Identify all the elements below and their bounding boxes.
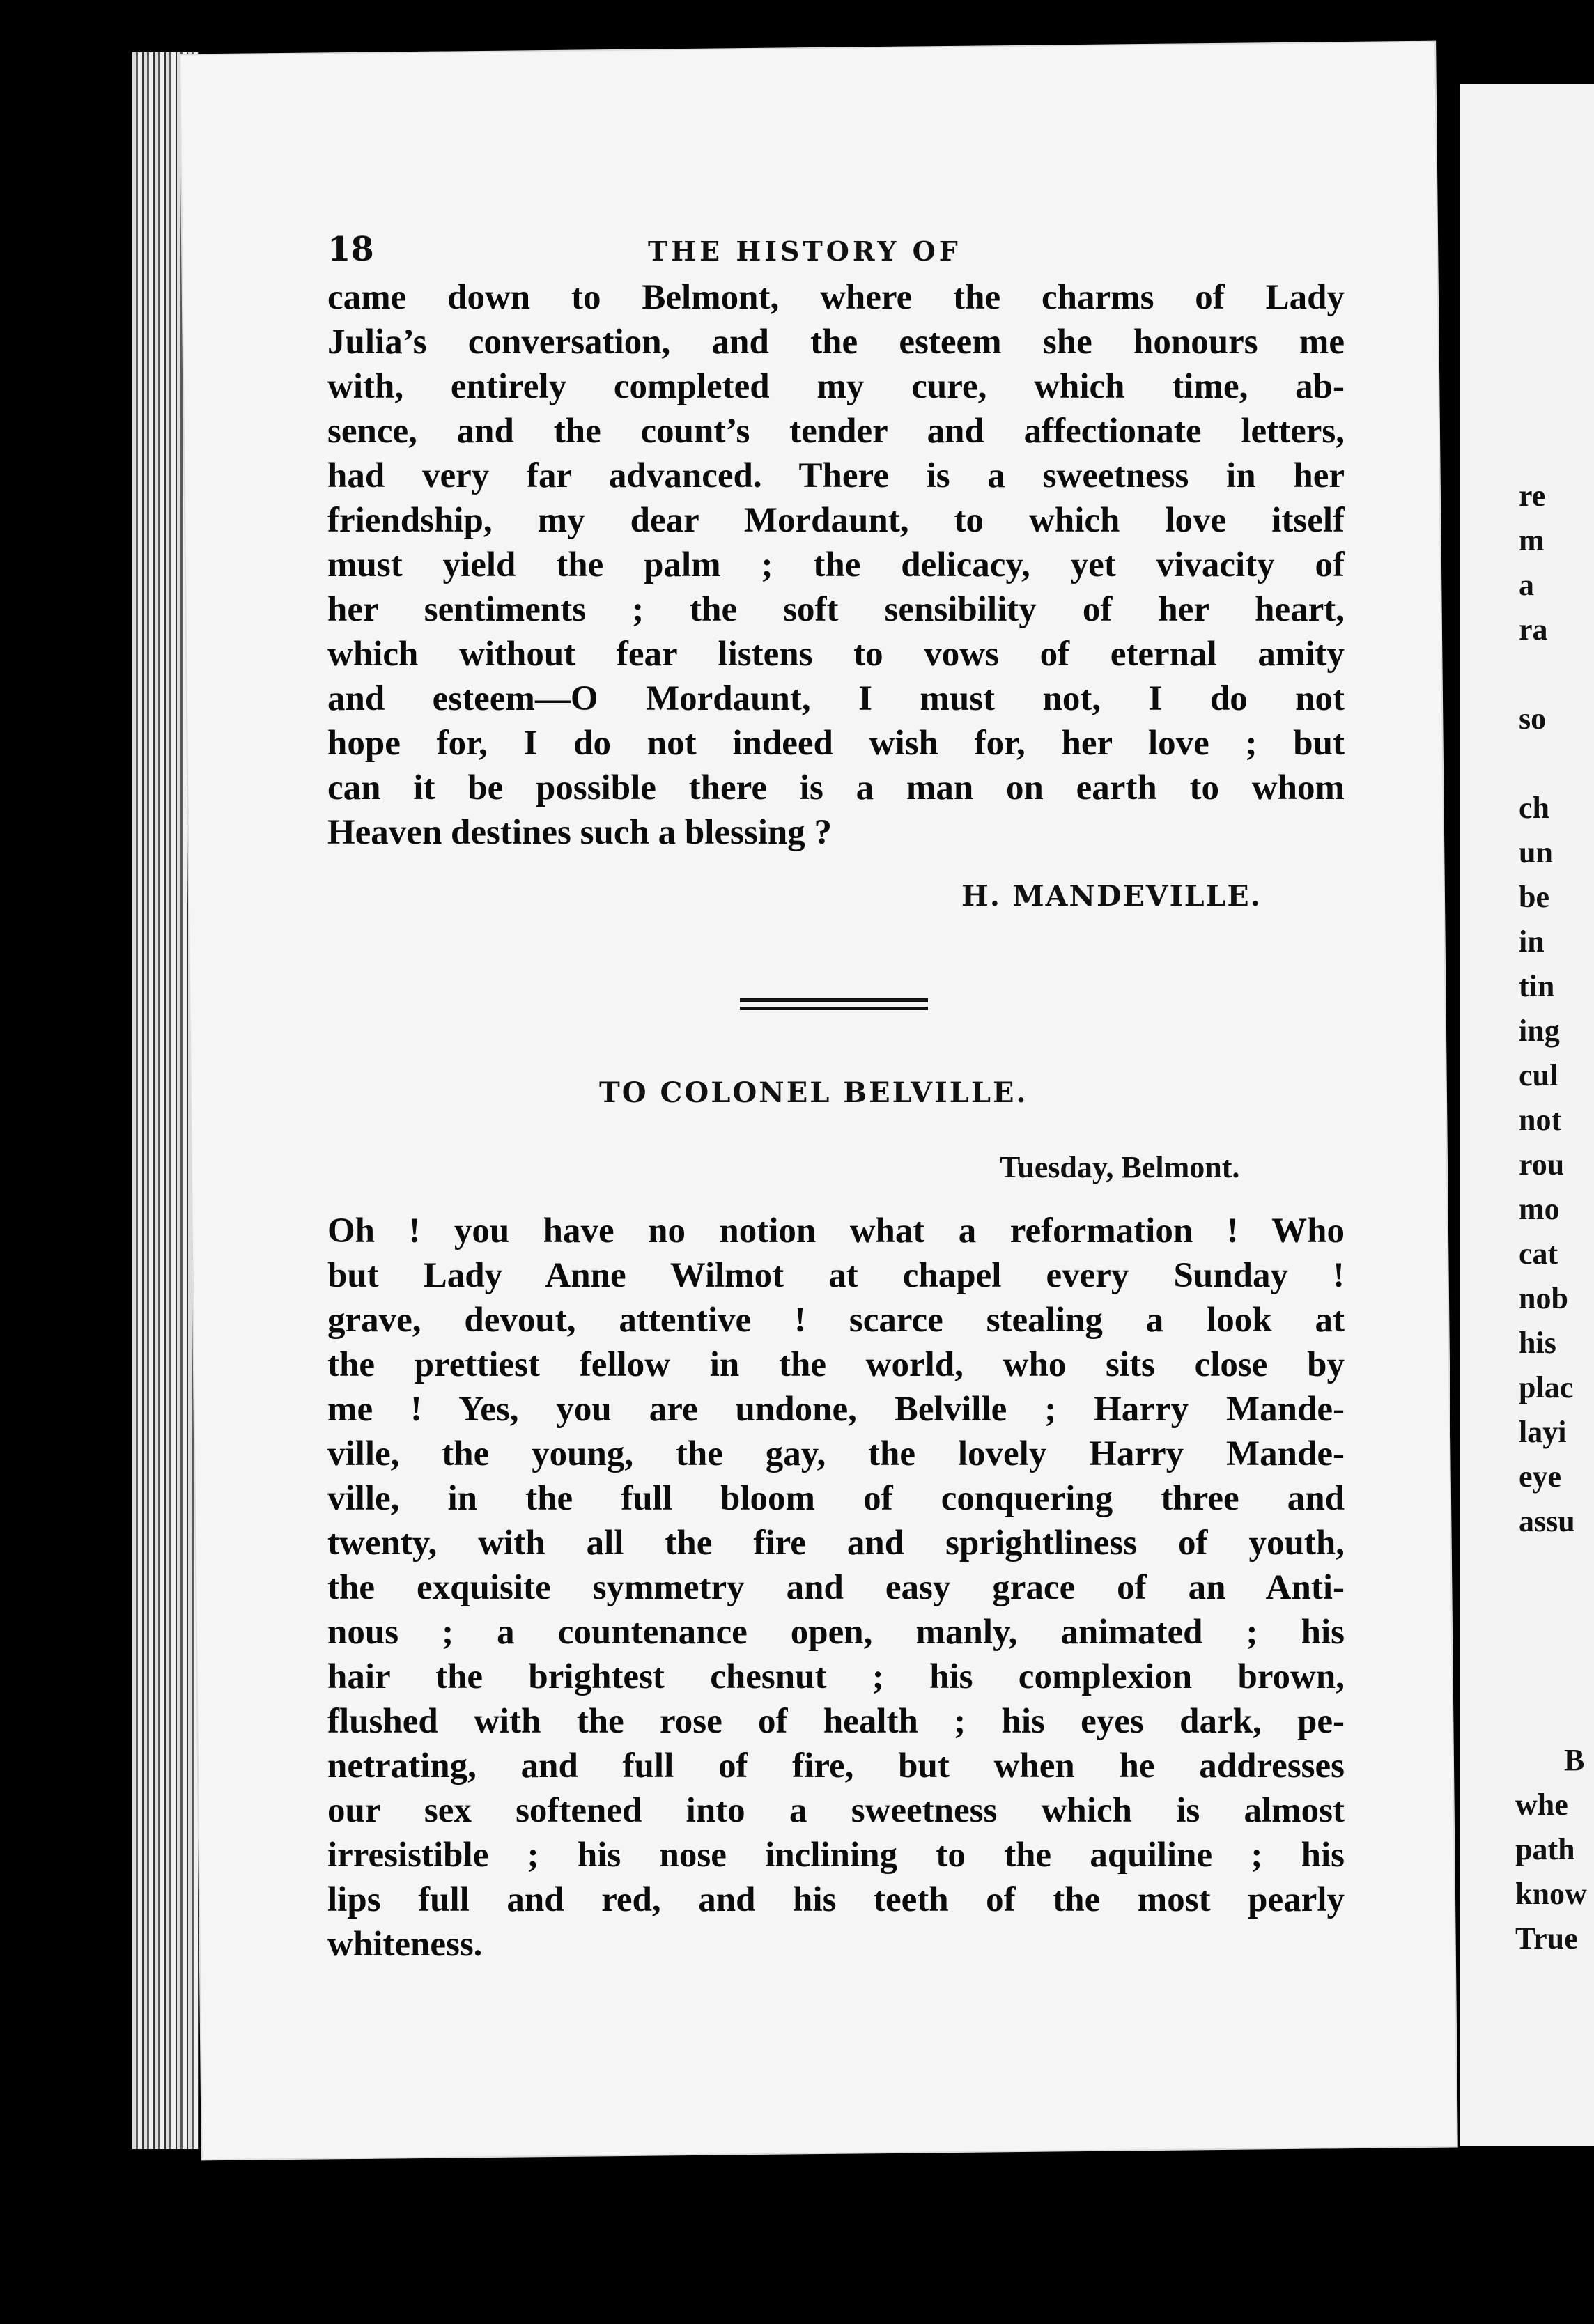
fragment-line: eye bbox=[1519, 1459, 1562, 1494]
text-line: ville, the young, the gay, the lovely Harry Mande- bbox=[327, 1434, 1345, 1473]
fragment-line: cul bbox=[1519, 1058, 1558, 1092]
text-line: grave, devout, attentive ! scarce stealing a look at bbox=[327, 1301, 1345, 1340]
fragment-line: ing bbox=[1519, 1014, 1560, 1048]
text-line: hope for, I do not indeed wish for, her love ; but bbox=[327, 724, 1345, 763]
text-line: the exquisite symmetry and easy grace of an Anti- bbox=[327, 1568, 1345, 1607]
text-line: ville, in the full bloom of conquering three and bbox=[327, 1479, 1345, 1518]
letter-body-wilmot bbox=[327, 1209, 1345, 1967]
fragment-line: a bbox=[1519, 568, 1534, 602]
text-line: had very far advanced. There is a sweetness in her bbox=[327, 456, 1345, 495]
text-line: Oh ! you have no notion what a reformation ! Who bbox=[327, 1211, 1345, 1250]
text-line: me ! Yes, you are undone, Belville ; Harry Mande- bbox=[327, 1390, 1345, 1429]
page-header bbox=[327, 230, 1345, 279]
fragment-line: tin bbox=[1519, 969, 1555, 1003]
text-line: Heaven destines such a blessing ? bbox=[327, 813, 833, 852]
text-line: but Lady Anne Wilmot at chapel every Sunday ! bbox=[327, 1256, 1345, 1295]
fragment-line: mo bbox=[1519, 1192, 1560, 1226]
fragment-line: m bbox=[1519, 523, 1545, 557]
text-line: sence, and the count’s tender and affectionate letters, bbox=[327, 412, 1345, 451]
text-line: and esteem—O Mordaunt, I must not, I do not bbox=[327, 679, 1345, 718]
facing-page-text-lower bbox=[1515, 1738, 1594, 1961]
text-line: our sex softened into a sweetness which is almost bbox=[327, 1791, 1345, 1830]
fragment-line: nob bbox=[1519, 1281, 1568, 1315]
page-number: 18 bbox=[327, 230, 374, 269]
text-line: whiteness. bbox=[327, 1925, 483, 1964]
text-line: with, entirely completed my cure, which time, ab- bbox=[327, 367, 1345, 406]
fragment-line: ch bbox=[1519, 791, 1549, 825]
fragment-line: be bbox=[1519, 880, 1549, 914]
fragment-line bbox=[1519, 652, 1594, 697]
text-line: friendship, my dear Mordaunt, to which love itself bbox=[327, 501, 1345, 540]
text-line: which without fear listens to vows of eternal amity bbox=[327, 635, 1345, 674]
fragment-line: not bbox=[1519, 1103, 1562, 1137]
letter-heading: TO COLONEL BELVILLE. bbox=[599, 1076, 1028, 1109]
fragment-line: re bbox=[1519, 479, 1546, 513]
signature: H. MANDEVILLE. bbox=[961, 879, 1262, 913]
fragment-line: in bbox=[1519, 924, 1545, 959]
fragment-line: ra bbox=[1519, 612, 1548, 646]
text-line: netrating, and full of fire, but when he addresses bbox=[327, 1746, 1345, 1785]
fragment-line: cat bbox=[1519, 1237, 1558, 1271]
facing-page-text-upper bbox=[1519, 474, 1594, 1544]
text-line: can it be possible there is a man on earth to whom bbox=[327, 768, 1345, 807]
text-line: twenty, with all the fire and sprightliness of youth, bbox=[327, 1524, 1345, 1563]
fragment-line: plac bbox=[1519, 1370, 1574, 1404]
fragment-line: assu bbox=[1519, 1504, 1575, 1538]
text-line: came down to Belmont, where the charms of Lady bbox=[327, 278, 1345, 317]
dateline: Tuesday, Belmont. bbox=[1000, 1150, 1240, 1184]
fragment-line: True bbox=[1515, 1921, 1578, 1955]
fragment-line: B bbox=[1564, 1743, 1585, 1777]
text-line: Julia’s conversation, and the esteem she honours me bbox=[327, 323, 1345, 362]
fragment-line: whe bbox=[1515, 1788, 1568, 1822]
fragment-line: rou bbox=[1519, 1147, 1565, 1182]
fragment-line: so bbox=[1519, 702, 1547, 736]
text-line: hair the brightest chesnut ; his complexion brown, bbox=[327, 1657, 1345, 1696]
fragment-line: layi bbox=[1519, 1415, 1567, 1449]
fragment-line: un bbox=[1519, 835, 1553, 869]
text-line: lips full and red, and his teeth of the most pearly bbox=[327, 1880, 1345, 1919]
running-head: THE HISTORY OF bbox=[648, 235, 961, 267]
letter-body-mandeville bbox=[327, 275, 1345, 855]
fragment-line: path bbox=[1515, 1832, 1575, 1866]
text-line: her sentiments ; the soft sensibility of her heart, bbox=[327, 590, 1345, 629]
text-line: must yield the palm ; the delicacy, yet vivacity of bbox=[327, 545, 1345, 584]
fragment-line: know bbox=[1515, 1877, 1587, 1911]
fragment-line: his bbox=[1519, 1326, 1556, 1360]
text-line: flushed with the rose of health ; his eyes dark, pe- bbox=[327, 1702, 1345, 1741]
section-divider bbox=[740, 998, 928, 1010]
fragment-line bbox=[1519, 741, 1594, 786]
text-line: irresistible ; his nose inclining to the aquiline ; his bbox=[327, 1836, 1345, 1875]
text-line: nous ; a countenance open, manly, animated ; his bbox=[327, 1613, 1345, 1652]
text-line: the prettiest fellow in the world, who sits close by bbox=[327, 1345, 1345, 1384]
